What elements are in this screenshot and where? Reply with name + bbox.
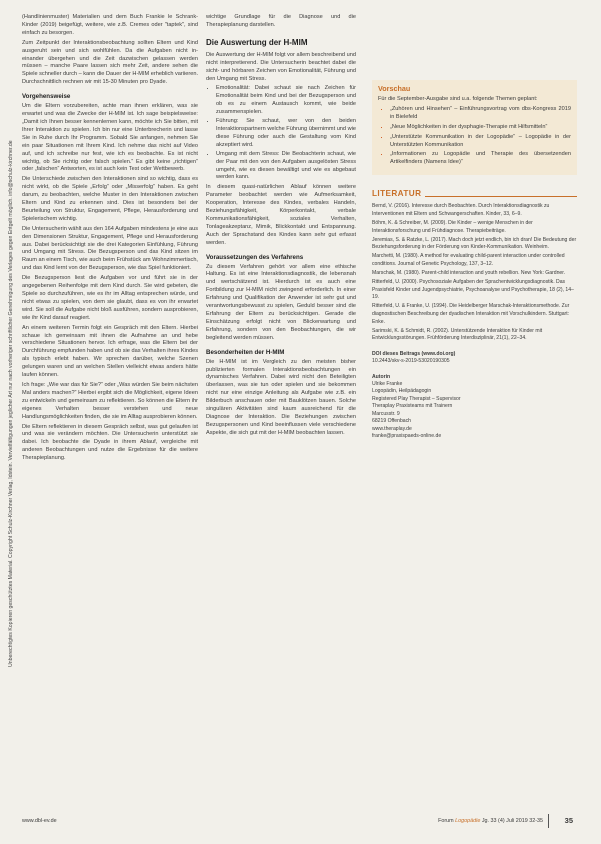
reference-item: Böhm, K. & Schreiber, M. (2009). Die Kinder – wenige Menschen in der Interaktionsforschung und Frühdiagnose. Therapiebeiträge. — [372, 219, 533, 234]
paragraph: Die Bezugsperson liest die Aufgaben vor und führt sie in der angegebenen Reihenfolge mit dem Kind durch. Sie wird gebeten, die Spiele so durchzuführen, wie es ihr im Alltag entsprechen würde, und nicht etwas zu spielen, von dem sie glaubt, dass es von ihr erwartet wird. Sie soll die Aufgabe nicht bloß ausführen, sondern ausprobieren, wie ihr Kind darauf reagiert. — [22, 275, 198, 321]
paragraph: (Handlinienmuster) Materialien und dem Buch Frankie le Schrank-Kinder (2019) beigefügt, weitere, wie z.B. Cremes oder "taptek", sind einfach zu besorgen. — [22, 14, 198, 36]
reference-item: Ritterfeld, U. (2000). Psychosoziale Aufgaben der Sprachentwicklungsdiagnostik. Das Praxisfeld Kinder und Jugendpsychiatrie, Psychoanalyse und Psychotherapie, 18 (2), 14–19. — [372, 279, 574, 301]
preview-item: ▪ „Unterstützte Kommunikation in der Logopädie“ – Logopädie in der Unterstützten Kommunikation — [390, 134, 571, 150]
list-item: • Emotionalität: Dabei schaut sie nach Zeichen für Emotionalität beim Kind und bei der Bezugsperson und ob es zu einem Austausch kommt, wie beide zusammenspielen. — [216, 85, 356, 117]
author-website[interactable]: www.theraplay.de — [372, 425, 412, 432]
reference-item: Marchetti, M. (1980). A method for evaluating child-parent interaction under controlled conditions. Journal of Genetic Psychology, 137, 3–12. — [372, 253, 565, 267]
literature-rule — [425, 196, 577, 197]
preview-item: ▪ „Zuhören und Hinsehen“ – Einführungsvortrag vom dbs-Kongress 2019 in Bielefeld — [390, 106, 571, 122]
reference-item: Bernd, V. (2016). Interesse durch Beobachten. Durch Interaktionsdiagnostik zu Interventionen mit Eltern und Schwangerschaften. Kinder, 33, 6–9. — [372, 203, 550, 217]
section-heading-voraussetzungen: Voraussetzungen des Verfahrens — [206, 253, 304, 261]
footer-url[interactable]: www.dbl-ev.de — [22, 818, 57, 824]
section-heading-auswertung: Die Auswertung der H-MIM — [206, 37, 308, 47]
paragraph: Zum Zeitpunkt der Interaktionsbeobachtung sollten Eltern und Kind ausgeruht sein und sich wohlfühlen. Da die Aufgaben nicht in- einander übergehen und die Zeit dazwischen gelassen werden müssen – manche Paare lassen sich mehr Zeit, andere sehen die Spiele schneller durch – kann die Dauer der H-MIM erheblich variieren. Durchschnittlich rechnen wir mit 15-30 Minuten pro Dyade. — [22, 39, 198, 86]
preview-intro: Für die September-Ausgabe sind u.a. folgende Themen geplant: — [378, 96, 538, 102]
doi-block — [372, 351, 577, 366]
left-column — [22, 14, 198, 465]
paragraph: wichtige Grundlage für die Diagnose und die Therapieplanung darstellen. — [206, 14, 356, 28]
paragraph: Die Unterschiede zwischen den Interaktionen sind so wichtig, dass es nicht wirkt, ob die Spiele „Erfolg“ oder „Misserfolg“ haben. Es geht darum, zu beobachten, welche Muster in den Interaktionen zwischen Eltern und Kind zu erkennen sind. Dies ist besonders bei der Beurteilung von Struktur, Engagement, Pflege, Herausforderung und Spielerischem wichtig. — [22, 176, 198, 222]
preview-title: Vorschau — [378, 84, 411, 93]
literature-list — [372, 203, 577, 343]
section-heading-vorgehensweise: Vorgehensweise — [22, 93, 71, 101]
paragraph: Die H-MIM ist im Vergleich zu den meisten bisher publizierten formalen Interaktionsbeobachtungen ein dynamisches Verfahren. Dabei wird nicht den Beteiligten überlassen, was sie tun oder spielen und sie bekommen nicht nur eine einzige Anleitung als Aufgabe wie z.B. ein Bilderbuch anschauen oder mit Bauklötzen bauen. Solche singulären Aktivitäten sind kaum ausreichend für die Diagnose der Interaktion. Die Beziehungen zwischen Bezugspersonen und Kind beeinflussen viele verschiedene Aspekte, die sich gut mit der H-MIM beobachten lassen. — [206, 358, 356, 436]
author-line: Ulrike Franke — [372, 381, 403, 388]
paragraph: An einem weiteren Termin folgt ein Gespräch mit den Eltern. Hierbei schaue ich gemeinsam mit ihnen die Aufnahme an und hebe verschiedene Situationen hervor. Ich erfrage, was die Eltern bei der Durchführung empfunden haben und ob sie das Verhalten ihres Kindes als typisch erlebt haben. Wir sprechen darüber, welche Szenen gelungen waren und an welchen Stellen vielleicht etwas anders hätte laufen können. — [22, 324, 199, 379]
middle-column — [206, 14, 356, 440]
paragraph: Ich frage: „Wie war das für Sie?“ oder „Was würden Sie beim nächsten Mal anders machen?“ Hierbei ergibt sich die Möglichkeit, eigene Ideen zu entwickeln und gemeinsam zu reflektieren. So können die Eltern ihr eigenes Verhalten besser verstehen und neue Handlungsmöglichkeiten finden, die sie im Alltag ausprobieren können. — [22, 381, 198, 420]
footer-forum: Forum — [438, 818, 454, 824]
list-item: • Führung: Sie schaut, wer von den beiden Interaktionspartnern welche Führung übernimmt und wie diese Führung oder auch die Gestaltung vom Kind akzeptiert wird. — [216, 118, 356, 150]
author-line: 68219 Offenbach — [372, 418, 411, 425]
author-block — [372, 374, 577, 441]
criteria-list — [206, 85, 356, 182]
preview-item: ▪ „Informationen zu Logopädie und Therapie des übersetzenden Artikelfinders (Namens Idee)“ — [390, 151, 571, 167]
author-title: Autorin — [372, 373, 391, 380]
footer-journal: Logopädie — [455, 818, 481, 824]
paragraph: Die Auswertung der H-MIM folgt vor allem beschreibend und nicht interpretierend. Die Untersucherin beachtet dabei die sicht- und hörbaren Zeichen von Emotionalität, Führung und den Umgang mit Stress. — [206, 51, 356, 82]
right-column — [372, 80, 577, 440]
reference-item: Sarimski, K. & Schmidt, R. (2002). Unterstützende Interaktion für Kinder mit Entwicklungsstörungen. Frühförderung Interdisziplinär, 21(1), 22–34. — [372, 327, 543, 342]
author-line: Logopädin, Heilpädagogin — [372, 388, 432, 395]
copyright-side-note: Unberechtigtes Kopieren geschütztes Material. Copyright Schulz-Kirchner Verlag, Idstein. Vervielfältigungen jeglicher Art nur nach vorheriger schriftlicher Genehmigung des Verlages gegen Entgelt möglich. info@schulz-kirchner.de — [8, 140, 14, 668]
author-email[interactable]: franke@praxispaeds-online.de — [372, 432, 442, 439]
preview-box — [372, 80, 577, 175]
author-line: Marcusstr. 9 — [372, 410, 400, 417]
page-footer — [22, 816, 577, 826]
literature-header — [372, 189, 577, 199]
page-number: 35 — [564, 816, 573, 825]
paragraph: Zu diesem Verfahren gehört vor allem eine ethische Haltung. Es ist eine Interaktionsdiagnostik, die lebensnah und wertschätzend ist. Hierdurch ist es auch eine Fortbildung zur H-MIM nicht zwingend erforderlich. In einer Erfahrung und Qualifikation der Anwender ist sehr gut und verantwortungsbewusst zu spielen, Geduld besser sind die Erfahrung der Eltern zu berücksichtigen. Gerade die Einschätzung erfolgt nicht von Blickerwartung und Erfahrung, sondern von den Beobachtungen, die wir begleitend werden müssen. — [206, 263, 356, 341]
doi-value[interactable]: 10.2443/skv-s-2019-53020190305 — [372, 358, 450, 365]
paragraph: Um die Eltern vorzubereiten, achte man ihnen erklären, was sie erwartet und was die Zwecke der H-MIM ist. Ich sage beispielsweise: „Damit ich Ihnen besser kennenlernen kann, möchte ich Sie bitten, mit Ihrer Interaktion zu spielen. Ich bin nur eine Unterbrecherin und lasse Sie in Ruhe durch Ihr Programm. Sobald Sie anfangen, nehmen Sie ein paar Situationen mit Ihrem Kind. Ich nehme das nicht auf Video auf, und ich schreibe nur fest, wie ich es beobachte. Es ist nicht wichtig, ob Sie richtig oder falsch spielen.“ Es gibt keine „richtigen“ oder „falschen“ Antworten, es ist auch kein Test oder Wettbewerb. — [22, 103, 198, 173]
section-heading-besonderheiten: Besonderheiten der H-MIM — [206, 348, 285, 356]
reference-item: Jeremias, S. & Ratzke, L. (2017). Mach doch jetzt endlich, bin ich dran! Die Bedeutung der Beziehungsforderung in der Förderung von Kinder-Kommunikation. Weinheim. — [372, 236, 577, 251]
paragraph: Die Untersucherin wählt aus den 164 Aufgaben mindestens je eine aus den Dimensionen Struktur, Engagement, Pflege und Herausforderung aus. Dabei berücksichtigt sie die drei Kategorien Einfühlung, Führung und Umgang mit Stress. Die Bezugsperson und das Kind sitzen im Raum an einem Tisch, wie auch beim Frühstück am Wohnzimmertisch, und das Kind lernt von der Bezugsperson, wie das Spiel funktioniert. — [22, 225, 198, 272]
author-line: Registered Play Therapist – Supervisor — [372, 395, 461, 402]
doi-title: DOI dieses Beitrags (www.doi.org) — [372, 350, 456, 357]
literature-title: LITERATUR — [372, 189, 422, 199]
footer-citation — [438, 816, 543, 826]
preview-item: ▪ „Neue Möglichkeiten in der dysphagie-Therapie mit Hilfsmitteln“ — [390, 124, 571, 132]
reference-item: Marschak, M. (1980). Parent-child interaction and youth rebellion. New York: Gardner. — [372, 270, 566, 276]
author-line: Theraplay Praxisteams mit Trainern — [372, 403, 453, 410]
preview-list — [378, 106, 571, 167]
footer-divider — [548, 814, 549, 828]
reference-item: Ritterfeld, U. & Franke, U. (1994). Die Heidelberger Marschak-Interaktionsmethode. Zur diagnostischen Beschreibung der dyadischen Interaktion mit Vorschulkindern. Stuttgart: Enke. — [372, 303, 570, 325]
paragraph: In diesem quasi-natürlichen Ablauf können weitere Parameter beobachtet werden wie Aufmerksamkeit, Kooperation, Interesse des Kindes, verbales Handeln, Beziehungsfähigkeit, Körperkontakt, verbale Kommunikationsfähigkeit, soziales Verhalten, Tonlageakzeptanz, Mimik, Blickkontakt und Entspannung. Auch der Sprachstand des Kindes kann sehr gut erfasst werden. — [206, 184, 356, 246]
footer-issue: Jg. 33 (4) Juli 2019 32-35 — [481, 818, 543, 824]
list-item: • Umgang mit dem Stress: Die Beobachterin schaut, wie der Paar mit den von den Aufgaben ausgelösten Stress umgeht, wie es diesen bewältigt und wie es abgebaut werden kann. — [216, 151, 356, 183]
paragraph: Die Eltern reflektieren in diesem Gespräch selbst, was gut gelaufen ist und was sie verändern möchten. Die Untersucherin unterstützt sie dabei. Ich beobachte die Dyade in ihrem Ablauf, vergleiche mit anderen Beobachtungen und nutze die Ergebnisse für die weitere Therapieplanung. — [22, 423, 198, 462]
